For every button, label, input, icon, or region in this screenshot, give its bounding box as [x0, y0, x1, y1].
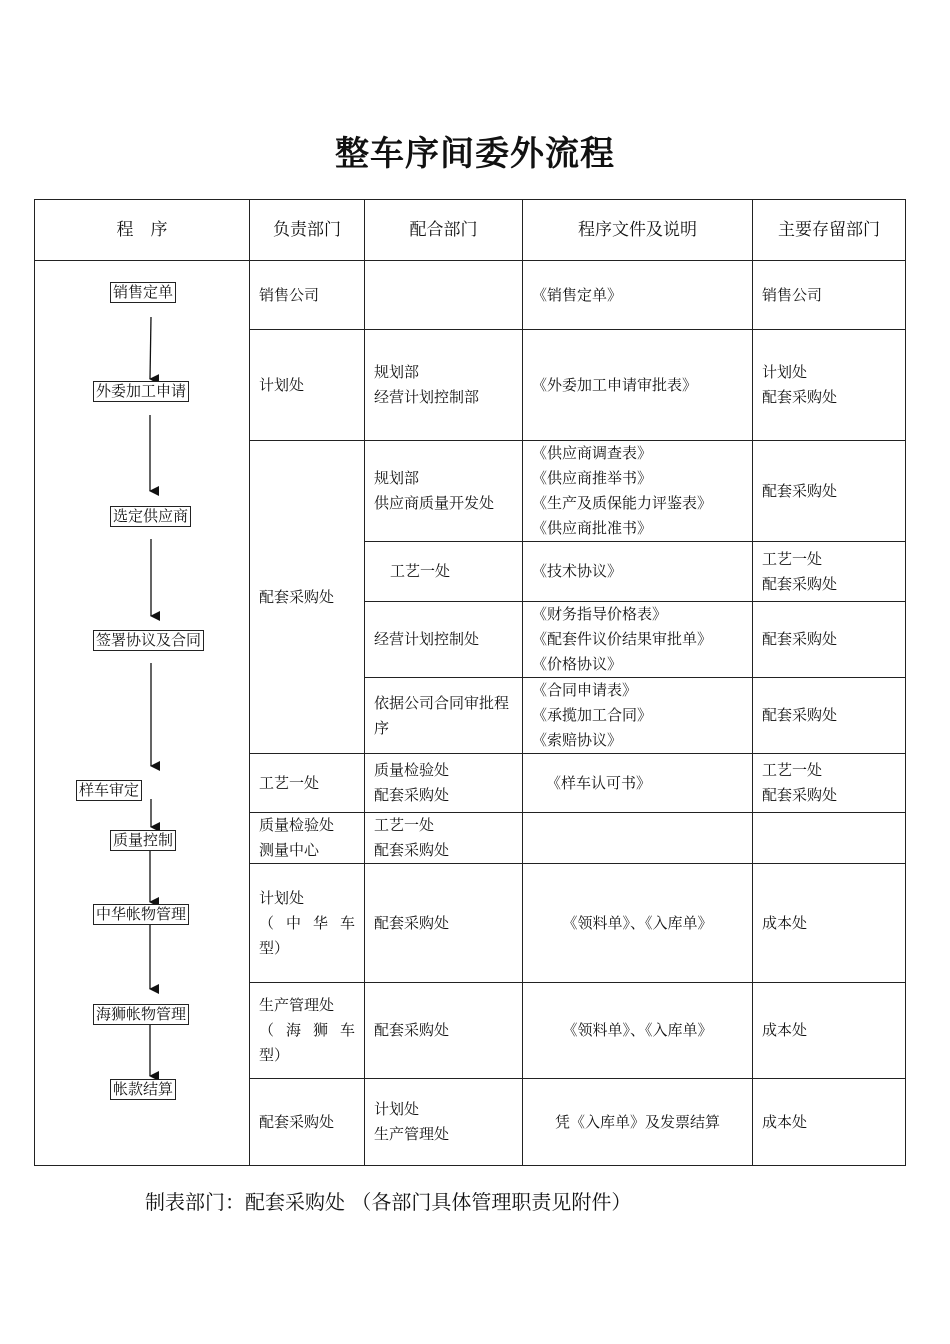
dept-text: 配套采购处 [762, 388, 838, 406]
dept-text: 配套采购处 [762, 706, 838, 724]
dept-text: 成本处 [762, 1112, 808, 1131]
step-haishi-inventory: 海狮帐物管理 [93, 1004, 189, 1025]
keep-dept-cell [753, 441, 906, 542]
doc-text: 《配套件议价结果审批单》 [532, 630, 713, 648]
dept-text: 配套采购处 [374, 841, 450, 859]
coop-dept-cell [365, 754, 523, 813]
dept-text: 配套采购处 [374, 786, 450, 804]
doc-text: 《样车认可书》 [546, 773, 652, 792]
coop-dept-cell [365, 330, 523, 441]
keep-dept-cell [753, 813, 906, 864]
dept-text: 质量检验处 [259, 816, 335, 834]
keep-dept-cell [753, 983, 906, 1079]
doc-text: 《外委加工申请审批表》 [532, 375, 698, 394]
doc-text: 《价格协议》 [532, 655, 623, 673]
docs-cell [523, 754, 753, 813]
step-sample-approval: 样车审定 [76, 780, 142, 801]
coop-dept-cell [365, 441, 523, 542]
doc-text: 凭《入库单》及发票结算 [554, 1112, 720, 1131]
dept-text: 计划处 [259, 375, 305, 394]
table-header-row [35, 200, 906, 261]
docs-cell [523, 983, 753, 1079]
coop-dept-cell [365, 602, 523, 678]
doc-text: 《供应商批准书》 [532, 519, 653, 537]
coop-dept-cell [365, 542, 523, 602]
dept-text: 工艺一处 [374, 816, 435, 834]
keep-dept-cell [753, 1079, 906, 1166]
docs-cell [523, 542, 753, 602]
resp-dept-cell [250, 983, 365, 1079]
coop-dept-cell [365, 261, 523, 330]
header-responsible-dept: 负责部门 [250, 200, 365, 261]
coop-dept-cell [365, 813, 523, 864]
dept-text: 销售公司 [259, 285, 320, 304]
doc-text: 《供应商推举书》 [532, 469, 653, 487]
dept-text: 型） [259, 1046, 290, 1064]
docs-cell [523, 602, 753, 678]
dept-text: 成本处 [762, 913, 808, 932]
doc-text: 《技术协议》 [532, 562, 623, 580]
footer-note: 制表部门：配套采购处 （各部门具体管理职责见附件） [145, 1190, 632, 1214]
dept-text: 配套采购处 [374, 913, 450, 932]
docs-cell [523, 678, 753, 754]
docs-cell [523, 813, 753, 864]
dept-text: 生产管理处 [259, 996, 335, 1014]
keep-dept-cell [753, 864, 906, 983]
dept-text: 质量检验处 [374, 761, 450, 779]
dept-text: 工艺一处 [259, 773, 320, 792]
dept-text: 配套采购处 [762, 574, 838, 593]
dept-text: 配套采购处 [762, 481, 838, 500]
header-archive-dept: 主要存留部门 [753, 200, 906, 261]
header-documents: 程序文件及说明 [523, 200, 753, 261]
resp-dept-cell [250, 441, 365, 754]
dept-text: 型） [259, 938, 290, 957]
coop-dept-cell [365, 1079, 523, 1166]
flow-arrow [150, 317, 151, 379]
dept-text: 生产管理处 [374, 1125, 450, 1143]
dept-text: 成本处 [762, 1021, 808, 1039]
doc-text: 《生产及质保能力评鉴表》 [532, 494, 713, 512]
resp-dept-cell [250, 754, 365, 813]
resp-dept-cell [250, 864, 365, 983]
docs-cell [523, 330, 753, 441]
step-zhonghua-inventory: 中华帐物管理 [93, 904, 189, 925]
procedure-flowchart-cell [35, 261, 250, 1166]
resp-dept-cell [250, 330, 365, 441]
docs-cell [523, 1079, 753, 1166]
step-sign-contract: 签署协议及合同 [93, 630, 204, 651]
dept-text: （海狮车 [259, 1021, 355, 1039]
doc-text: 《承揽加工合同》 [532, 706, 653, 724]
docs-cell [523, 864, 753, 983]
dept-text: 计划处 [259, 888, 305, 907]
doc-text: 《财务指导价格表》 [532, 605, 668, 623]
page-title: 整车序间委外流程 [335, 134, 615, 174]
coop-dept-cell [365, 864, 523, 983]
step-settlement: 帐款结算 [110, 1079, 176, 1100]
dept-text: 工艺一处 [762, 549, 823, 568]
dept-text: 配套采购处 [259, 587, 335, 606]
step-outsourcing-request: 外委加工申请 [93, 381, 189, 402]
keep-dept-cell [753, 542, 906, 602]
dept-text: 配套采购处 [762, 630, 838, 648]
procedure-flowchart [35, 261, 249, 1163]
dept-text: 配套采购处 [259, 1112, 335, 1131]
coop-dept-cell [365, 678, 523, 754]
dept-text: 规划部 [374, 469, 420, 487]
doc-text: 《索赔协议》 [532, 731, 623, 749]
doc-text: 《合同申请表》 [532, 681, 638, 699]
doc-text: 《供应商调查表》 [532, 444, 653, 462]
keep-dept-cell [753, 678, 906, 754]
dept-text: 配套采购处 [762, 786, 838, 804]
header-cooperating-dept: 配合部门 [365, 200, 523, 261]
dept-text: 工艺一处 [390, 562, 451, 580]
dept-text: 测量中心 [259, 841, 320, 859]
dept-text: 经营计划控制处 [374, 630, 480, 648]
dept-text: 依据公司合同审批程序 [374, 693, 510, 737]
dept-text: 供应商质量开发处 [374, 494, 495, 512]
keep-dept-cell [753, 602, 906, 678]
dept-text: 计划处 [374, 1100, 420, 1118]
process-table [34, 199, 906, 1166]
coop-dept-cell [365, 983, 523, 1079]
docs-cell [523, 261, 753, 330]
resp-dept-cell [250, 1079, 365, 1166]
dept-text: 计划处 [762, 363, 808, 381]
dept-text: 工艺一处 [762, 761, 823, 779]
dept-text: 经营计划控制部 [374, 388, 480, 406]
dept-text: （中华车 [259, 913, 355, 932]
dept-text: 规划部 [374, 363, 420, 381]
resp-dept-cell [250, 261, 365, 330]
dept-text: 配套采购处 [374, 1021, 450, 1039]
step-quality-control: 质量控制 [110, 830, 176, 851]
keep-dept-cell [753, 330, 906, 441]
docs-cell [523, 441, 753, 542]
step-sales-order: 销售定单 [110, 282, 176, 303]
doc-text: 《领料单》、《入库单》 [562, 913, 713, 932]
header-procedure: 程 序 [35, 200, 250, 261]
keep-dept-cell [753, 754, 906, 813]
dept-text: 销售公司 [762, 285, 823, 304]
resp-dept-cell [250, 813, 365, 864]
doc-text: 《领料单》、《入库单》 [562, 1021, 713, 1039]
step-select-supplier: 选定供应商 [110, 506, 191, 527]
doc-text: 《销售定单》 [532, 285, 623, 304]
keep-dept-cell [753, 261, 906, 330]
table-row [35, 261, 906, 330]
